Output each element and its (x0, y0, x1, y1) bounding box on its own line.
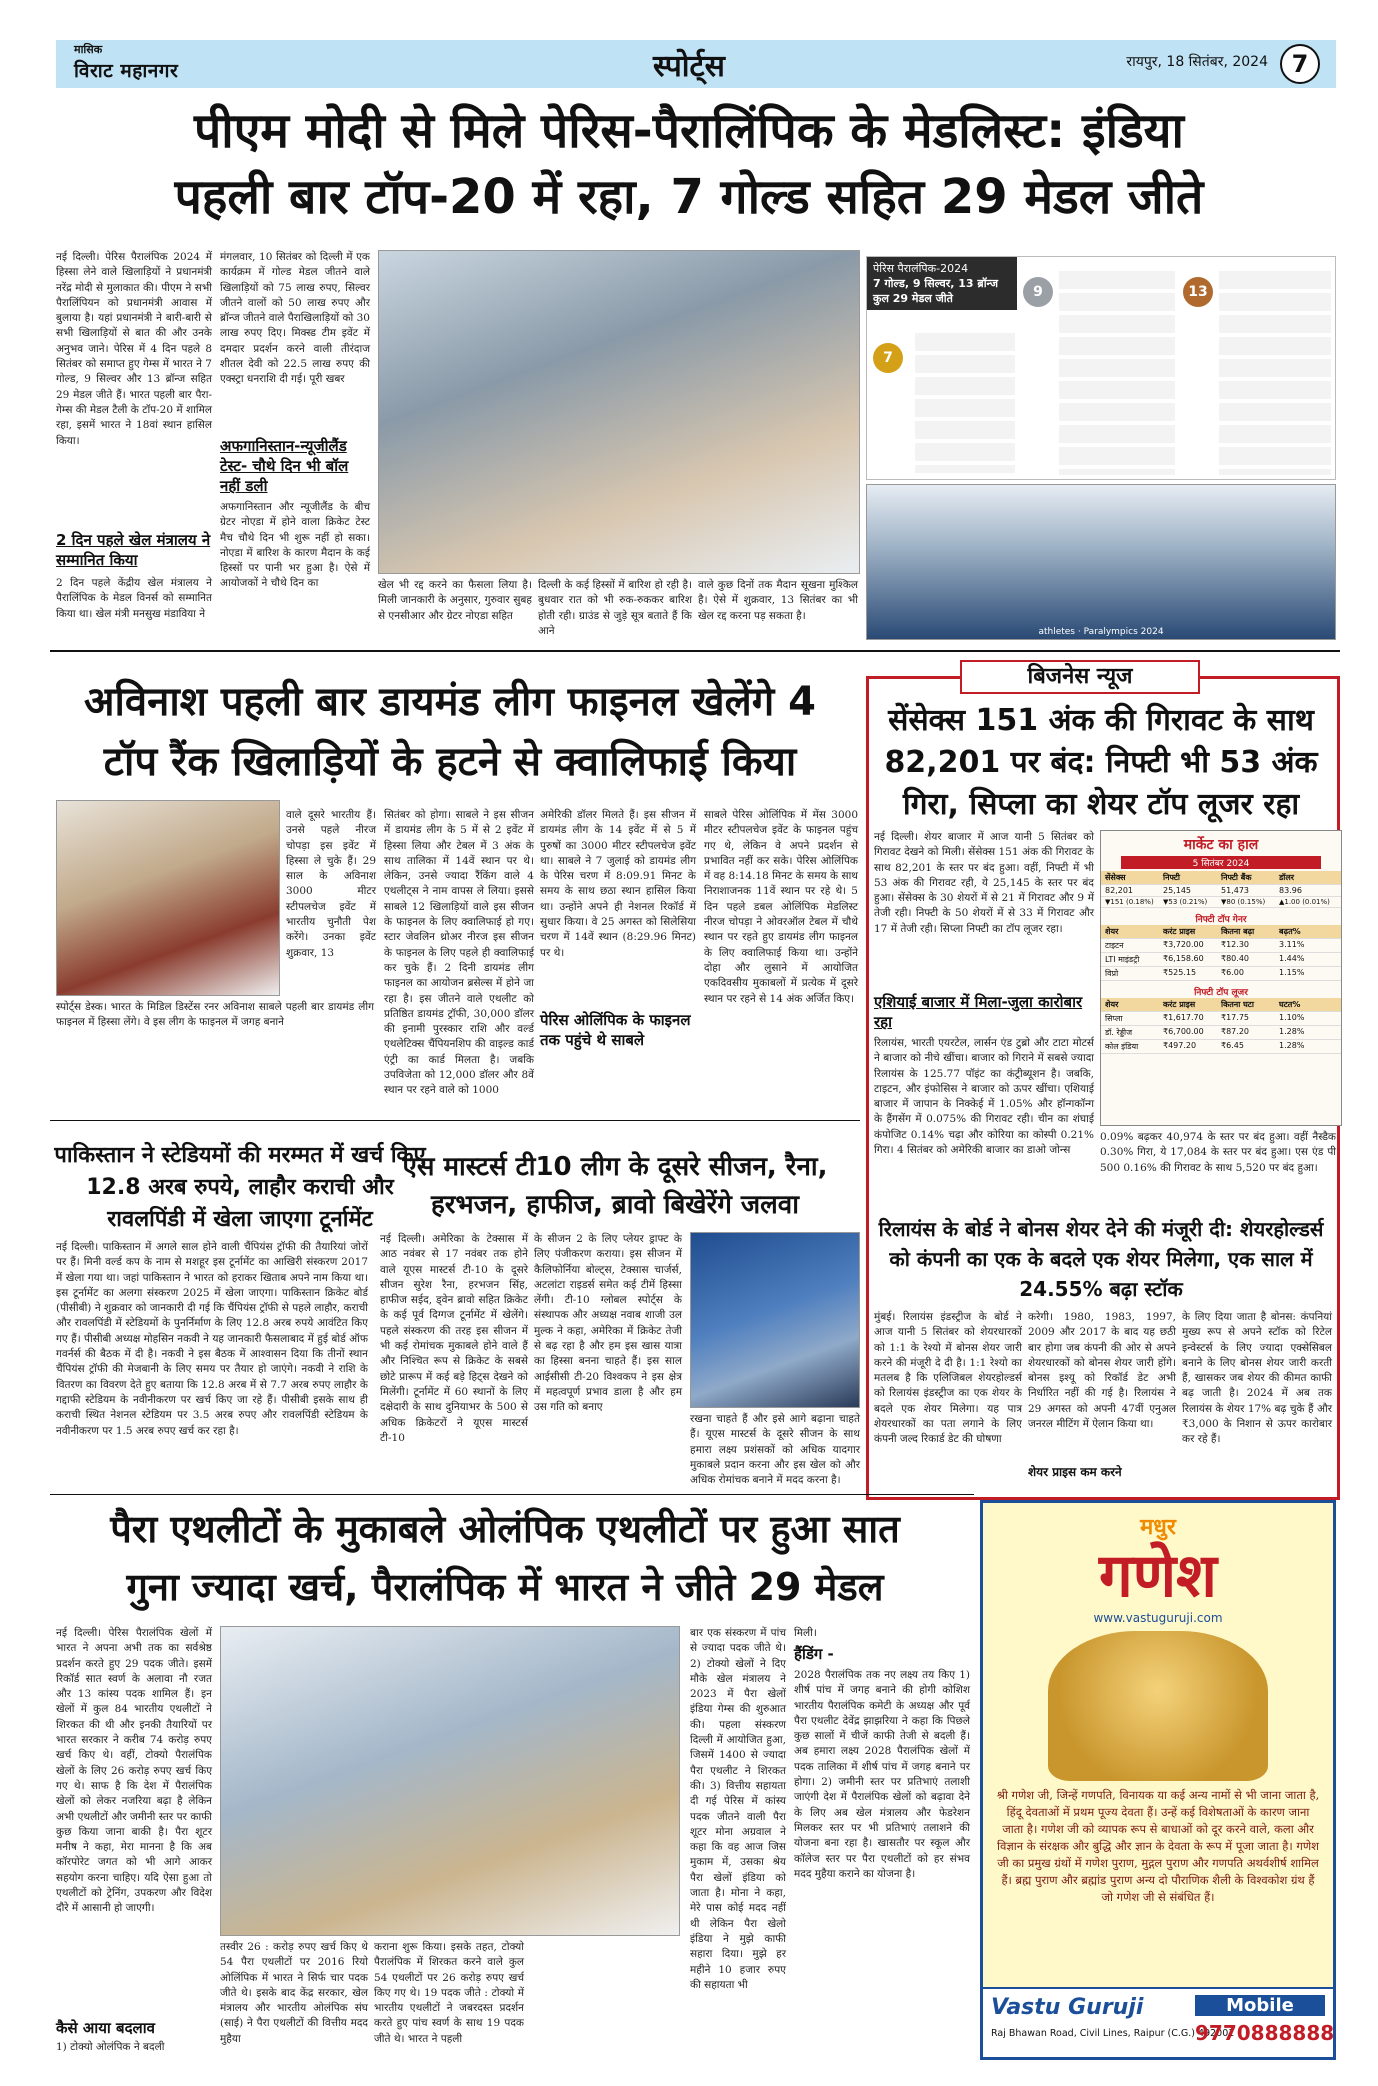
cell: ₹12.30 (1221, 940, 1249, 949)
cell: 3.11% (1279, 940, 1305, 949)
market-title: मार्केट का हाल (1183, 837, 1259, 853)
sensex-col1b: रिलायंस, भारती एयरटेल, लार्सन एंड टुब्रो और टाटा मोटर्स ने बाजार को नीचे खींचा। बाजार को गिराने में सबसे ज्यादा रिलायंस के 125.77 पॉइंट का कंट्रीब्यूशन है। जबकि, टाइटन, और इंफोसिस ने बाजार को ऊपर खींचा। एशियाई बाजार में जापान के निक्केई में 1.05% और हॉन्गकॉन्ग के हैंगसेंग में 0.075% की गिरावट रही। चीन का शंघाई कंपोजिट 0.14% चढ़ा और कोरिया का कोस्पी 0.21% गिरा। 4 सितंबर को अमेरिकी बाजार का डाओ जोन्स (874, 1037, 1094, 1157)
col-header: बढ़त% (1279, 927, 1301, 936)
masters-headline: एस मास्टर्स टी10 लीग के दूसरे सीजन, रैना, हरभजन, हाफीज, ब्रावो बिखेरेंगे जलवा (402, 1152, 828, 1220)
cell: टाइटन (1105, 941, 1124, 950)
cell: सिप्ला (1105, 1014, 1123, 1023)
section-title: स्पोर्ट्स (653, 49, 725, 84)
cell: 1.10% (1279, 1013, 1305, 1022)
col-header: कितना घटा (1221, 1000, 1254, 1009)
table-row (1101, 953, 1341, 967)
para-col2: तस्वीर 26 : करोड़ रुपए खर्च किए थे 54 पैरा एथलीटों पर 2016 रियो ओलिंपिक में भारत ने सिर्फ चार पदक जीते थे। इसके बाद केंद्र सरकार, खेल मंत्रालय और भारतीय ओलंपिक संघ (साई) ने पैरा एथलीटों की वित्तीय मदद मुहैया (220, 1941, 368, 2045)
silver-count-badge: 9 (1023, 277, 1053, 307)
lead-headline-line1: पीएम मोदी से मिले पेरिस-पैरालिंपिक के मेडलिस्ट: इंडिया (194, 103, 1184, 159)
sensex-col1: नई दिल्ली। शेयर बाजार में आज यानी 5 सितंबर को गिरावट देखने को मिली। सेंसेक्स 151 अंक की गिरावट के साथ 82,201 के स्तर पर बंद हुआ। वहीं, निफ्टी में भी 53 अंक की गिरावट रही, ये 25,145 के स्तर पर बंद हुआ। सेंसेक्स के 30 शेयरों में से 21 में गिरावट और 9 में तेजी रही। निफ्टी के 50 शेयरों में से 33 में गिरावट और 17 में तेजी रही। सिप्ला निफ्टी का टॉप लूजर रहा। (874, 831, 1094, 935)
gold-count-badge: 7 (873, 343, 903, 373)
ad-footer (983, 1987, 1333, 2057)
lead-subhead-ministry: 2 दिन पहले खेल मंत्रालय ने सम्मानित किया (56, 531, 211, 569)
gainers-header (1101, 925, 1341, 939)
avinash-col2: सितंबर को होगा। साबले ने इस सीजन में डायमंड लीग के 5 में से 2 इवेंट में हिस्सा लिया और टेबल में 3 अंक के साथ तालिका में 14वें स्थान पर थे। लेकिन, उनसे ज्यादा रैंकिंग वाले 4 एथलीट्स ने नाम वापस ले लिया। इससे साबले 12 खिलाड़ियों वाले इस सीजन के फाइनल के लिए क्वालिफाई हो गए। स्टार जेवलिन थ्रोअर नीरज इस सीजन के फाइनल के लिए पहले ही क्वालिफाई कर चुके हैं। 2 दिनी डायमंड लीग फाइनल का आयोजन ब्रसेल्स में होने जा रहा है। इस जीतने वाले एथलीट को प्रतिष्ठित डायमंड ट्रॉफी, 30,000 डॉलर की इनामी पुरस्कार राशि और वर्ल्ड एथलेटिक्स चैंपियनशिप की वाइल्ड कार्ड एंट्री का कार्ड मिलता है। जबकि उपविजेता को 12,000 डॉलर और 8वें स्थान पर रहने वाले को 1000 (384, 809, 534, 1097)
col-header: शेयर (1105, 1000, 1119, 1009)
section-divider (50, 650, 1340, 652)
cell: ₹6,158.60 (1163, 954, 1204, 963)
market-status-graphic (1100, 830, 1342, 1126)
section-divider-2 (50, 1120, 860, 1121)
losers-title: निफ्टी टॉप लूजर (1194, 988, 1248, 998)
masters-col1: नई दिल्ली। अमेरिका के टेक्सास में आठ नवंबर से 17 नवंबर तक होने वाले यूएस मास्टर्स टी-10 के दूसरे सीजन सुरेश रैना, हरभजन सिंह, हाफीज सईद, ड्वेन ब्रावो सहित क्रिकेट के कई पूर्व दिग्गज टूर्नामेंट में खेलेंगे। पहले संस्करण की तरह इस सीजन में भी कई रोमांचक मुकाबले होने वाले हैं और निश्चित रूप से क्रिकेट के सबसे छोटे प्रारूप में कई बड़े हिट्स देखने को मिलेंगी। टूर्नामेंट में 60 स्थानों के लिए दक्षेदारी के साथ दुनियाभर के 500 से अधिक क्रिकेटरों ने यूएस मास्टर्स टी-10 (380, 1233, 528, 1444)
ad-body: श्री गणेश जी, जिन्हें गणपति, विनायक या कई अन्य नामों से भी जाना जाता है, हिंदू देवताओं में प्रथम पूज्य देवता हैं। उन्हें कई विशेषताओं के कारण जाना जाता है। गणेश जी को व्यापक रूप से बाधाओं को दूर करने वाले, कला और विज्ञान के संरक्षक और बुद्धि और ज्ञान के देवता के रूप में पूजा जाता है। गणेश जी का प्रमुख ग्रंथों में गणेश पुराण, मुद्गल पुराण और गणपति अथर्वशीर्ष शामिल हैं। ब्रह्म पुराण और ब्रह्मांड पुराण अन्य दो पौराणिक शैली के विश्वकोश ग्रंथ हैं जो गणेश जी से संबंधित हैं। (996, 1788, 1320, 1904)
cell: डॉ. रेड्डीज (1105, 1028, 1133, 1037)
col-header: करंट प्राइस (1163, 1000, 1196, 1009)
table-row (1101, 1012, 1341, 1026)
lead-article-col3: खेल भी रद्द करने का फैसला लिया है। मिली जानकारी के अनुसार, गुरुवार सुबह से एनसीआर और ग्रेटर नोएडा सहित (378, 579, 532, 622)
avinash-headline (50, 672, 850, 792)
avinash-col1a: वाले दूसरे भारतीय हैं। उनसे पहले नीरज चोपड़ा इस इवेंट में हिस्सा ले चुके हैं। 29 साल के अविनाश 3000 मीटर स्टीपलचेज इवेंट में भारतीय चुनौती पेश करेंगे। उनका इवेंट शुक्रवार, 13 (286, 809, 376, 959)
market-indices-changes (1101, 897, 1341, 908)
reliance-headline: रिलायंस के बोर्ड ने बोनस शेयर देने की मंजूरी दी: शेयरहोल्डर्स को कंपनी का एक के बदले एक शेयर मिलेगा, एक साल में 24.55% बढ़ा स्टॉक (878, 1217, 1324, 1301)
index-value: 83.96 (1279, 886, 1302, 895)
col-header: कितना बढ़ा (1221, 927, 1255, 936)
lead-subhead-test: अफगानिस्तान-न्यूजीलैंड टेस्ट- चौथे दिन भी बॉल नहीं डली (220, 437, 349, 495)
gold-medalists-list (915, 333, 1015, 473)
cell: ₹17.75 (1221, 1013, 1249, 1022)
ad-website: www.vastuguruji.com (1093, 1611, 1223, 1625)
col-header: घटत% (1279, 1000, 1301, 1009)
medal-tally-graphic (866, 256, 1336, 480)
cell: 1.44% (1279, 954, 1305, 963)
lead-article-col1: नई दिल्ली। पेरिस पैरालंपिक 2024 में हिस्सा लेने वाले खिलाड़ियों ने प्रधानमंत्री नरेंद्र मोदी से मुलाकात की। पीएम ने सभी पैरालिंपियन को प्रधानमंत्री आवास में बुलाया है। यहां प्रधानमंत्री ने बारी-बारी से सभी खिलाड़ियों से बात की और उनके अनुभव जाने। पेरिस में 4 दिन पहले 8 सितंबर को समाप्त हुए गेम्स में भारत ने 7 गोल्ड, 9 सिल्वर और 13 ब्रॉन्ज सहित 29 मेडल जीते हैं। भारत पहली बार पैरा-गेम्स की मेडल टैली के टॉप-20 में शामिल रहा, इसमें भारत ने 18वां स्थान हासिल किया। (56, 251, 212, 447)
masters-col2: के सीजन 2 के लिए प्लेयर ड्राफ्ट के लिए पंजीकरण कराया। इस सीजन में कैलिफोर्निया बोल्ट्स, टेक्सास चार्जर्स, अटलांटा राइडर्स समेत कई टीमें हिस्सा लेंगी। टी-10 ग्लोबल स्पोर्ट्स के संस्थापक और अध्यक्ष नवाब शाजी उल मुल्क ने कहा, अमेरिका में क्रिकेट तेजी से बढ़ रहा है और हम इस खास यात्रा का हिस्सा बनना चाहते हैं। इस साल आईसीसी टी-20 विश्वकप ने इस क्षेत्र में महत्वपूर्ण प्रभाव डाला है और हम उस गति को बनाए (534, 1233, 682, 1414)
lead-headline-line2: पहली बार टॉप-20 में रहा, 7 गोल्ड सहित 29 मेडल जीते (174, 169, 1204, 225)
market-indices-values (1101, 885, 1341, 897)
masters-cricket-photo (690, 1232, 860, 1408)
medal-tally-header (867, 257, 1017, 310)
index-value: 51,473 (1221, 886, 1249, 895)
issue-date: रायपुर, 18 सितंबर, 2024 (1126, 54, 1268, 70)
reliance-col1: मुंबई। रिलायंस इंडस्ट्रीज के बोर्ड ने आज यानी 5 सितंबर को शेयरधारकों को 1:1 के रेश्यो में बोनस शेयर जारी करने की मंजूरी दे दी है। 1:1 रेश्यो का मतलब है कि एलिजिबल शेयरहोल्डर्स को रिलायंस इंडस्ट्रीज का एक शेयर के बदले एक शेयर मिलेगा। यह पात्र शेयरधारकों का पता लगाने के लिए कंपनी जल्द रिकार्ड डेट की घोषणा (874, 1311, 1022, 1446)
masters-col3: रखना चाहते हैं और इसे आगे बढ़ाना चाहते हैं। यूएस मास्टर्स के दूसरे सीजन के साथ हमारा लक्ष्य प्रशंसकों को अधिक यादगार मुकाबले प्रदान करना और इस खेल को और अधिक रोमांचक बनाने में मदद करना है। (690, 1413, 860, 1487)
cell: ₹525.15 (1163, 968, 1197, 977)
para-col1b: 1) टोक्यो ओलंपिक ने बदली (56, 2041, 165, 2053)
sensex-headline: सेंसेक्स 151 अंक की गिरावट के साथ 82,201 पर बंद: निफ्टी भी 53 अंक गिरा, सिप्ला का शेयर टॉप लूजर रहा (884, 703, 1318, 822)
cell: ₹6,700.00 (1163, 1027, 1204, 1036)
business-news-tag: बिजनेस न्यूज (960, 660, 1200, 694)
ad-title: गणेश (1099, 1541, 1217, 1611)
lead-article-col2: मंगलवार, 10 सितंबर को दिल्ली में एक कार्यक्रम में गोल्ड मेडल जीतने वाले खिलाड़ियों को 75 लाख रुपए, सिल्वर जीतने वालों को 50 लाख रुपए और ब्रॉन्ज जीतने वाले पैराखिलाड़ियों को 30 लाख रुपए दिए। मिक्स्ड टीम इवेंट में दमदार प्रदर्शन करने वाली तीरंदाज शीतल देवी को 22.5 लाख रुपए की एक्स्ट्रा धनराशि दी गई। पूरी खबर (220, 251, 370, 386)
para-col5: 2028 पैरालंपिक तक नए लक्ष्य तय किए 1) शीर्ष पांच में जगह बनाने की होगी कोशिश भारतीय पैरालंपिक कमेटी के अध्यक्ष और पूर्व पैरा एथलीट देवेंद्र झाझरिया ने कहा कि पिछले कुछ सालों में चीजें काफी तेजी से बदली हैं। अब हमारा लक्ष्य 2028 पैरालंपिक खेलों में पदक तालिका में शीर्ष पांच में जगह बनाने पर होगा। 2) जमीनी स्तर पर प्रतिभाएं तलाशी जाएंगी देश में पैरालंपिक खेलों को बढ़ावा देने के लिए अब खेल मंत्रालय और फेडरेशन मिलकर स्तर पर भी प्रतिभाएं तलाशने की योजना बना रहा है। खासतौर पर स्कूल और कॉलेज स्तर पर पैरा एथलीटों को हर संभव मदद मुहैया कराने का योजना है। (794, 1669, 970, 1880)
athletes-group-photo (866, 484, 1336, 640)
avinash-headline-line1: अविनाश पहली बार डायमंड लीग फाइनल खेलेंगे 4 (83, 679, 817, 725)
section-divider-3 (50, 1494, 974, 1495)
para-subhead-change: कैसे आया बदलाव (56, 2019, 155, 2037)
medal-tally-caption: पेरिस पैरालंपिक-2024 (873, 262, 969, 275)
index-value: 25,145 (1163, 886, 1191, 895)
cell: ₹3,720.00 (1163, 940, 1204, 949)
index-value: 82,201 (1105, 886, 1133, 895)
cell: ₹80.40 (1221, 954, 1249, 963)
cell: LTI माइंडट्री (1105, 955, 1140, 964)
cell: ₹6.45 (1221, 1041, 1244, 1050)
bronze-count-badge: 13 (1183, 277, 1213, 307)
para-headline-line1: पैरा एथलीटों के मुकाबले ओलंपिक एथलीटों पर हुआ सात (110, 1507, 900, 1551)
index-change: ▼80 (0.15%) (1221, 898, 1266, 906)
table-row (1101, 967, 1341, 981)
table-row (1101, 1040, 1341, 1054)
ad-mobile-number: 9770888888 (1195, 2021, 1335, 2045)
athletes-photo-banner: athletes · Paralympics 2024 (1038, 627, 1164, 637)
avinash-col4: साबले पेरिस ओलिंपिक में मेंस 3000 मीटर स्टीपलचेज इवेंट के फाइनल पहुंच गए थे, लेकिन वे अपने प्रदर्शन से प्रभावित नहीं कर सके। पेरिस ओलिंपिक में वह 8:14.18 मिनट के समय के साथ निराशाजनक 11वें स्थान पर रहे थे। 5 दिन पहले डबल ओलिंपिक मेडलिस्ट नीरज चोपड़ा ने ओवरऑल टेबल में चौथे स्थान पर रहते हुए डायमंड लीग फाइनल के लिए क्वालिफाई किया था। उन्होंने दोहा और लुसाने में आयोजित एकदिवसीय मुकाबलों में प्रत्येक में दूसरे स्थान पर रहने से 14 अंक अर्जित किए। (704, 809, 858, 1005)
market-indices-names (1101, 871, 1341, 885)
cell: विप्रो (1105, 969, 1119, 978)
lead-article-col5: वाले कुछ दिनों तक मैदान सूखना मुश्किल है। ऐसे में शुक्रवार, 13 सितंबर का भी खेल रद्द करना पड़ सकता है। (698, 579, 858, 622)
table-row (1101, 1026, 1341, 1040)
reliance-col2: करेगी। 1980, 1983, 1997, 2009 और 2017 के बाद यह छठी बार होगा जब कंपनी की ओर से अपने शेयरधारकों को बोनस शेयर जारी होंगे। बोनस इश्यू को रिकॉर्ड डेट अभी निर्धारित नहीं की गई है। रिलायंस ने 29 अगस्त को अपनी 47वीं एनुअल जनरल मीटिंग में ऐलान किया था। (1028, 1311, 1176, 1431)
medal-tally-summary: 7 गोल्ड, 9 सिल्वर, 13 ब्रॉन्ज कुल 29 मेडल जीते (873, 277, 998, 305)
index-change: ▼151 (0.18%) (1105, 898, 1154, 906)
ad-address: Raj Bhawan Road, Civil Lines, Raipur (C.G.) 492001 (991, 2028, 1235, 2039)
index-name: निफ्टी (1163, 873, 1180, 882)
cell: ₹6.00 (1221, 968, 1244, 977)
para-col4-cont (530, 1940, 680, 2056)
para-col4: बार एक संस्करण में पांच से ज्यादा पदक जीते थे। 2) टोक्यो खेलों ने दिए मौके खेल मंत्रालय ने 2023 में पैरा खेलों इंडिया गेम्स की शुरुआत की। पहला संस्करण दिल्ली में आयोजित हुआ, जिसमें 1400 से ज्यादा पैरा एथलीट ने शिरकत की। 3) वित्तीय सहायता दी गई पेरिस में कांस्य पदक जीतने वाली पैरा शूटर मोना अग्रवाल ने कहा कि वह आज जिस मुकाम में, उसका श्रेय पैरा खेलों इंडिया को जाता है। मोना ने कहा, मेरे पास कोई मदद नहीं थी लेकिन पैरा खेलो इंडिया ने मुझे काफी सहारा दिया। मुझे हर महीने 10 हजार रुपए की सहायता भी (690, 1627, 786, 1991)
cell: कोल इंडिया (1105, 1042, 1139, 1051)
masthead-name: विराट महानगर (74, 60, 179, 82)
cell: ₹497.20 (1163, 1041, 1197, 1050)
avinash-running-photo (56, 800, 280, 996)
masthead-frequency: मासिक (74, 43, 103, 56)
index-name: सेंसेक्स (1105, 873, 1126, 882)
index-change: ▼53 (0.21%) (1163, 898, 1208, 906)
lead-article-col4: दिल्ली के कई हिस्सों में बारिश हो रही है। बुधवार रात को भी रुक-रुककर बारिश होती रही। ग्राउंड से जुड़े सूत्र बताते हैं कि आने (538, 579, 692, 637)
avinash-headline-line2: टॉप रैंक खिलाड़ियों के हटने से क्वालिफाई किया (103, 739, 797, 785)
gainers-title: निफ्टी टॉप गेनर (1195, 915, 1247, 925)
index-name: निफ्टी बैंक (1221, 873, 1252, 882)
cell: ₹87.20 (1221, 1027, 1249, 1036)
pakistan-article: नई दिल्ली। पाकिस्तान में अगले साल होने वाली चैंपियंस ट्रॉफी की तैयारियां जोरों पर हैं। मिनी वर्ल्ड कप के नाम से मशहूर इस टूर्नामेंट का आखिरी संस्करण 2017 में खेला गया था। जहां पाकिस्तान ने भारत को हराकर खिताब अपने नाम किया था। इस टूर्नामेंट का अलगा संस्करण 2025 में खेला जाएगा। पाकिस्तान क्रिकेट बोर्ड (पीसीबी) ने शुक्रवार को जानकारी दी गई कि चैंपियंस ट्रॉफी से पहले लाहौर, कराची और रावलपिंडी में स्टेडियमों के पुनर्निर्माण के लिए 12.8 अरब रुपये आवंटित किए गए हैं। पीसीबी अध्यक्ष मोहसिन नकवी ने यह जानकारी फैसलाबाद में हुई बोर्ड ऑफ गवर्नर्स की बैठक में दी है। नकवी ने इस बैठक में आश्वासन दिया कि तीनों स्थान चैंपियंस ट्रॉफी की मेजबानी के लिए समय पर तैयार हो जाएंगे। नकवी ने राशि के वितरण का विवरण देते हुए बताया कि 12.8 अरब में से 7.7 अरब रुपए लाहौर के गद्दाफी स्टेडियम के नवीनीकरण पर खर्च किए जा रहे हैं। पीसीबी इसके साथ ही कराची स्थित नेशनल स्टेडियम पर 3.5 अरब रुपए और रावलपिंडी स्टेडियम के नवीनीकरण पर 1.5 अरब रुपए खर्च कर रहा है। (56, 1241, 368, 1437)
para-col1: नई दिल्ली। पेरिस पैरालंपिक खेलों में भारत ने अपना अभी तक का सर्वश्रेष्ठ प्रदर्शन करते हुए 29 पदक जीते। इसमें रिकॉर्ड सात स्वर्ण के अलावा नौ रजत और 13 कांस्य पदक शामिल हैं। इन खेलों में कुल 84 भारतीय एथलीटों ने शिरकत की थी और इनकी तैयारियों पर भारत सरकार ने करीब 74 करोड़ रुपए खर्च किए थे। वहीं, टोक्यो पैरालंपिक खेलों के लिए 26 करोड़ रुपए खर्च किए गए थे। साफ है कि देश में पैरालंपिक खेलों को लेकर नजरिया बढ़ा है लेकिन अभी एथलीटों और जमीनी स्तर पर काफी कुछ किया जाना बाकी है। पैरा शूटर मनीष ने कहा, मेरा मानना है कि अब कॉरपोरेट जगत को भी आगे आकर सहयोग करना चाहिए। यदि ऐसा हुआ तो एथलीटों को ट्रेनिंग, उपकरण और विदेश दौरे में आसानी हो जाएगी। (56, 1627, 212, 1915)
para-athletes-collage (220, 1626, 680, 1936)
avinash-subhead: पेरिस ओलिंपिक के फाइनल तक पहुंचे थे साबले (540, 1011, 691, 1049)
cell: 1.15% (1279, 968, 1305, 977)
cell: ₹1,617.70 (1163, 1013, 1204, 1022)
index-change: ▲1.00 (0.01%) (1279, 898, 1330, 906)
ad-brand: Vastu Guruji (991, 1995, 1144, 2020)
lead-headline (50, 98, 1328, 230)
ad-mobile-label: Mobile (1195, 1995, 1325, 2016)
silver-medalists-list (1059, 271, 1175, 475)
index-name: डॉलर (1279, 873, 1295, 882)
pm-meeting-photo (378, 250, 860, 574)
page-number: 7 (1280, 44, 1320, 84)
lead-article-col2b: अफगानिस्तान और न्यूजीलैंड के बीच ग्रेटर नोएडा में होने वाला क्रिकेट टेस्ट मैच चौथे दिन भी शुरू नहीं हो सका। नोएडा में बारिश के कारण मैदान के कई हिस्सों पर पानी भर हुआ है। ऐसे में आयोजकों ने चौथे दिन का (220, 501, 370, 590)
cell: 1.28% (1279, 1027, 1305, 1036)
market-date: 5 सितंबर 2024 (1121, 856, 1321, 869)
avinash-col3: अमेरिकी डॉलर मिलते हैं। इस सीजन में डायमंड लीग के 14 इवेंट में से 5 में पुरुषों का 3000 मीटर स्टीपलचेज इवेंट था। साबले ने 7 जुलाई को डायमंड लीग के पेरिस चरण में 8:09.91 मिनट के समय के साथ छठा स्थान हासिल किया था। उन्होंने अपने ही नेशनल रिकॉर्ड में सुधार किया। वे 25 अगस्त को सिलेसिया चरण में 14वें स्थान (8:29.96 मिनट) पर थे। (540, 809, 696, 959)
para-col5a: मिली। (794, 1627, 817, 1639)
ganesh-advertisement (980, 1500, 1336, 2060)
bronze-medalists-list (1219, 271, 1331, 475)
lead-article-col1b: 2 दिन पहले केंद्रीय खेल मंत्रालय ने पैरालिंपिक के मेडल विनर्स को सम्मानित किया था। खेल मंत्री मनसुख मंडाविया ने (56, 577, 212, 620)
avinash-col1b: स्पोर्ट्स डेस्क। भारत के मिडिल डिस्टेंस रनर अविनाश साबले पहली बार डायमंड लीग फाइनल में हिस्सा लेंगे। वे इस लीग के फाइनल में जगह बनाने (56, 1001, 374, 1029)
sensex-subhead: एशियाई बाजार में मिला-जुला कारोबार रहा (874, 993, 1083, 1031)
para-headline-line2: गुना ज्यादा खर्च, पैरालंपिक में भारत ने जीते 29 मेडल (126, 1565, 884, 1609)
para-headline (50, 1500, 960, 1616)
pakistan-headline: पाकिस्तान ने स्टेडियमों की मरम्मत में खर्च किए 12.8 अरब रुपये, लाहौर कराची और रावलपिंडी में खेला जाएगा टूर्नामेंट (54, 1143, 426, 1232)
sensex-col2: 0.09% बढ़कर 40,974 के स्तर पर बंद हुआ। वहीं नैस्डैक 0.30% गिरा, ये 17,084 के स्तर पर बंद हुआ। एस एंड पी 500 0.16% की गिरावट के साथ 5,520 पर बंद हुआ। (1100, 1131, 1336, 1174)
cell: 1.28% (1279, 1041, 1305, 1050)
col-header: शेयर (1105, 927, 1119, 936)
para-subhead-targets: हैंडिंग - (794, 1645, 834, 1663)
ad-top-text: मधुर (1140, 1515, 1176, 1540)
table-row (1101, 939, 1341, 953)
reliance-col3: के लिए दिया जाता है बोनस: कंपनियां मुख्य रूप से अपने स्टॉक को रिटेल इन्वेस्टर्स के लिए ज्यादा एक्सेसिबल बनाने के लिए बोनस शेयर जारी करती हैं, खासकर जब शेयर की कीमत काफी बढ़ जाती है। 2024 में अब तक रिलायंस के शेयर 17% बढ़ चुके हैं और ₹3,000 के निशान से ऊपर कारोबार कर रहे हैं। (1182, 1311, 1332, 1446)
losers-header (1101, 998, 1341, 1012)
reliance-subhead: शेयर प्राइस कम करने (1028, 1465, 1122, 1479)
para-col3: कराना शुरू किया। इसके तहत, टोक्यो पैरालंपिक में शिरकत करने वाले कुल 54 एथलीटों पर 26 करोड़ रुपए खर्च किए गए थे। 19 पदक जीते : टोक्यो में भारतीय एथलीटों ने जबरदस्त प्रदर्शन करते हुए पांच स्वर्ण के साथ 19 पदक जीते थे। भारत ने पहली (374, 1941, 524, 2045)
col-header: करंट प्राइस (1163, 927, 1196, 936)
ganesh-idol-image (1048, 1631, 1268, 1781)
